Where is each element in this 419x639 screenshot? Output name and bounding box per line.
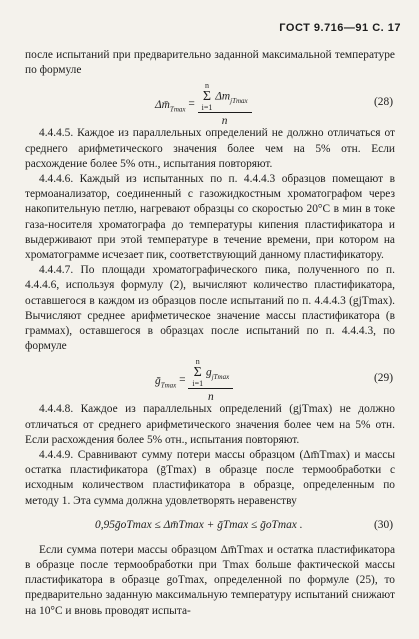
eq30-number: (30) (374, 518, 393, 531)
paragraph-final: Если сумма потери массы образцом Δm̄Tmax и остатка пластификатора в образце после термообработки при Tmax больше фактической массы пластификатора в образце goTmax, определенной по формуле (25), то предварительно заданную максимальную температуру испытаний снижают на 10°С и вновь проводят испыта- (25, 543, 395, 617)
eq30-body: 0,95ḡoTmax ≤ Δm̄Tmax + ḡTmax ≤ ḡoTmax . (95, 518, 303, 531)
paragraph-intro: после испытаний при предварительно заданной максимальной температуре по формуле (25, 49, 395, 77)
formula-28: $\Delta m̄_{Tmax}$ = n Σ i=1 $\Delta m_{jTmax}$ n (28) (155, 81, 393, 128)
paragraph-4-4-4-5: 4.4.4.5. Каждое из параллельных определений не должно отличаться от среднего арифметического значения более чем на 5% отн. Если расхождение более 5% отн., испытания повторяют. (25, 127, 395, 170)
paragraph-4-4-4-9: 4.4.4.9. Сравнивают сумму потери массы образцом (Δm̄Tmax) и массы остатка пластификатора (ḡTmax) в образце после термообработки с исходным количеством пластификатора в образце, определенным по методу 1. Эта сумма должна удовлетворять неравенству (25, 449, 395, 507)
eq29-lhs: ḡ$_{Tmax}$ (155, 374, 177, 389)
formula-29: ḡ$_{Tmax}$ = n Σ i=1 $g_{jTmax}$ n (29) (155, 357, 393, 404)
formula-30 (25, 513, 395, 543)
eq28-number: (28) (374, 96, 393, 109)
paragraph-4-4-4-7: 4.4.4.7. По площади хроматографического пика, полученного по п. 4.4.4.6, используя формулу (2), вычисляют количество пластификатора, оставшегося в каждом из образцов после испытаний по п. 4.4.4.3 (gjTmax). Вычисляют среднее арифметическое значение массы пластификатора (в граммах), оставшегося в образцах после испытаний по п. 4.4.4.3, по формуле (25, 264, 395, 353)
paragraph-4-4-4-6: 4.4.4.6. Каждый из испытанных по п. 4.4.4.3 образцов помещают в термоанализатор, соединенный с газожидкостным хроматографом через накопительную петлю, нагревают образцы со скоростью 20°С в мин в токе газа-носителя хроматографа до температуры кипения пластификатора и выдерживают при этой температуре в течение времени, при котором на хроматограмме исчезает пик, соответствующий данному пластификатору. (25, 173, 395, 262)
document-body (25, 48, 395, 619)
paragraph-4-4-4-8: 4.4.4.8. Каждое из параллельных определений (gjTmax) не должно отличаться от среднего арифметического значения более чем на 5% отн. Если расхождения более 5% отн., испытания повторяют. (25, 403, 395, 446)
eq28-lhs: $\Delta m̄_{Tmax}$ (155, 98, 186, 113)
eq29-number: (29) (374, 372, 393, 385)
page-header: ГОСТ 9.716—91 С. 17 (279, 22, 401, 34)
